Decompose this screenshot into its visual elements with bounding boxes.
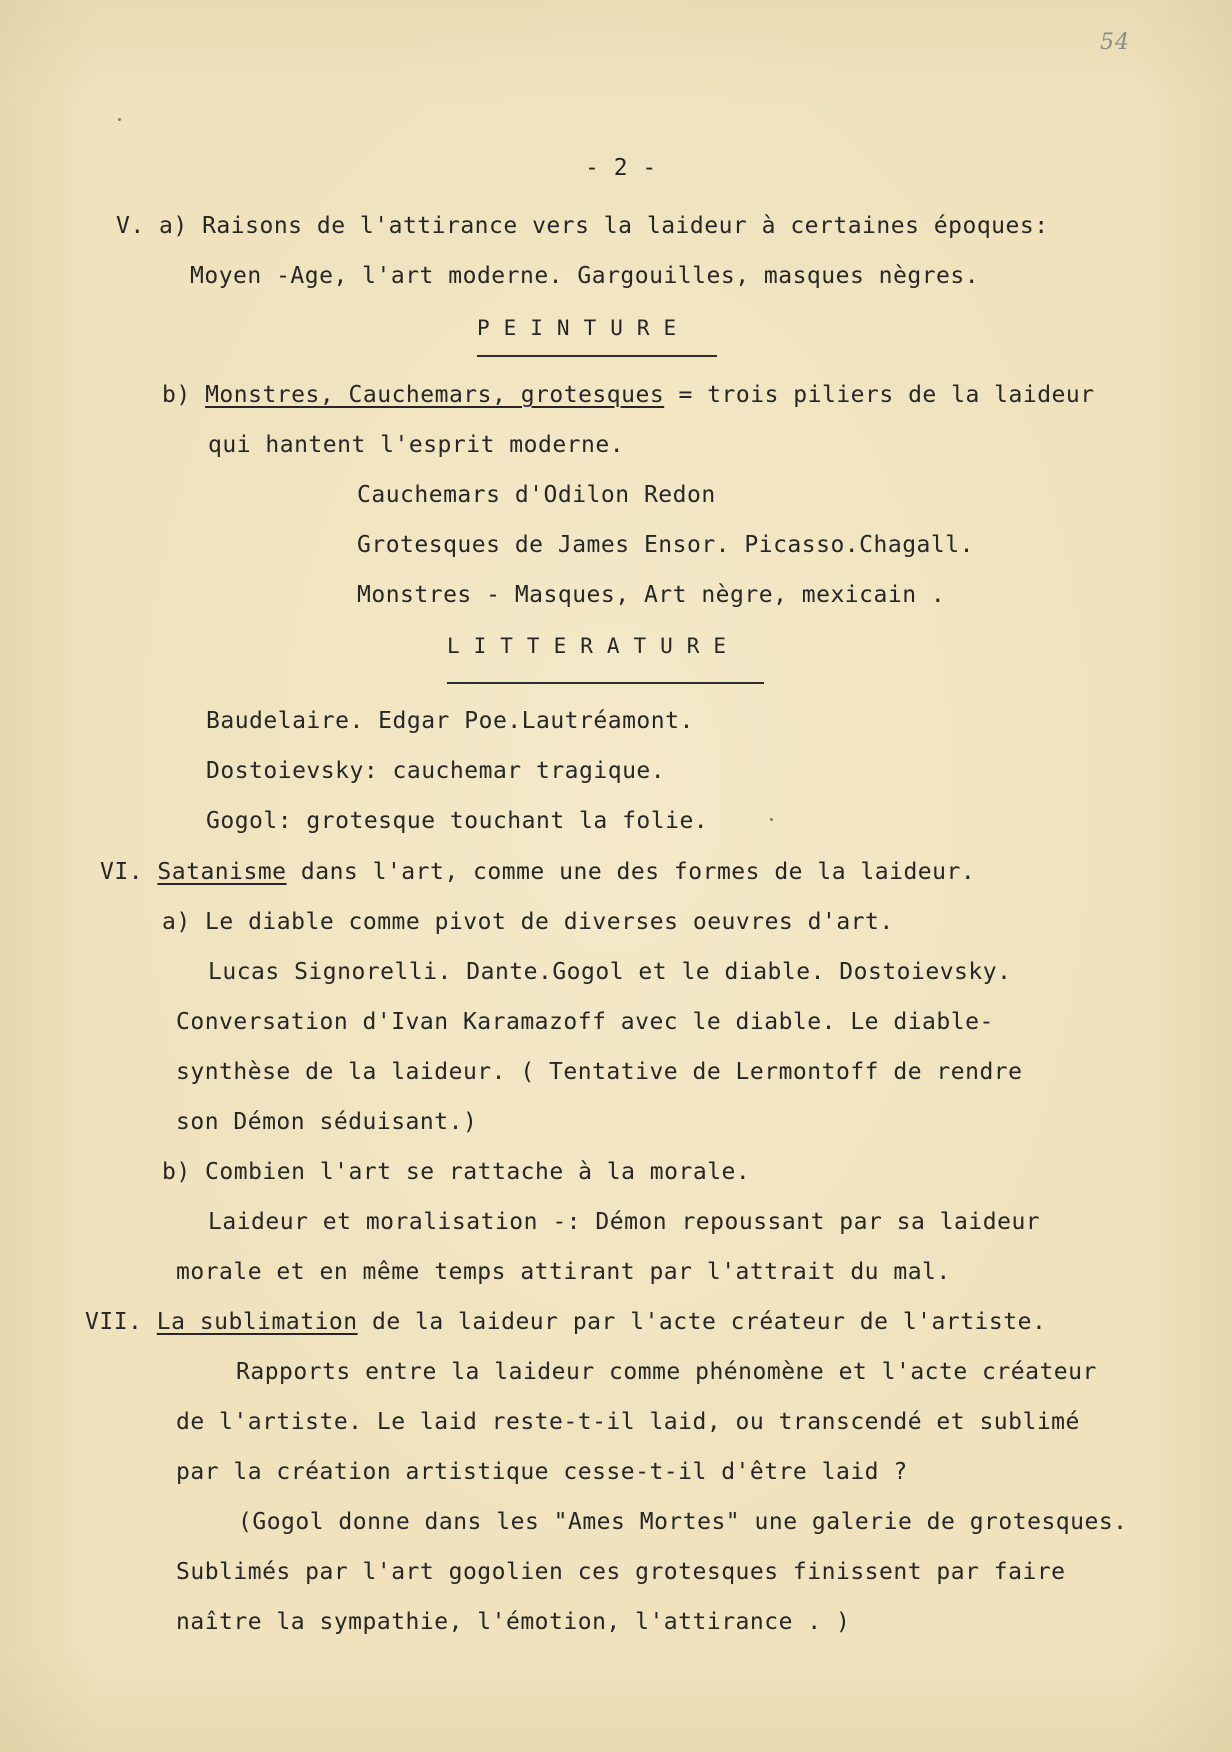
section-vii-line: par la création artistique cesse-t-il d'être laid ? <box>176 1459 908 1485</box>
writer-line: Baudelaire. Edgar Poe.Lautréamont. <box>206 708 694 734</box>
archive-folio-mark: 54 <box>1100 30 1130 55</box>
section-vi-b-line: Laideur et moralisation -: Démon repoussant par sa laideur <box>208 1209 1041 1235</box>
section-vii-line: de l'artiste. Le laid reste-t-il laid, ou transcendé et sublimé <box>176 1409 1080 1435</box>
section-vi-title <box>100 858 975 886</box>
painter-line: Cauchemars d'Odilon Redon <box>357 482 716 508</box>
section-vii-line: naître la sympathie, l'émotion, l'attirance . ) <box>176 1609 851 1635</box>
section-vi-underlined-title: Satanisme <box>157 859 287 885</box>
section-vii-title <box>85 1308 1046 1336</box>
section-vi-a-line-1: a) Le diable comme pivot de diverses oeuvres d'art. <box>162 909 894 935</box>
section-vi-a-line: synthèse de la laideur. ( Tentative de Lermontoff de rendre <box>176 1059 1023 1085</box>
section-vii-numeral: VII. <box>85 1309 143 1335</box>
paper-speck <box>770 818 773 821</box>
section-vii-underlined-title: La sublimation <box>156 1309 358 1335</box>
writer-line: Gogol: grotesque touchant la folie. <box>206 808 709 834</box>
section-vi-a-line: Lucas Signorelli. Dante.Gogol et le diable. Dostoievsky. <box>208 959 1012 985</box>
heading-litterature-rule <box>447 682 764 684</box>
section-v-b-underlined-title: Monstres, Cauchemars, grotesques <box>205 382 665 408</box>
section-vii-line: (Gogol donne dans les "Ames Mortes" une galerie de grotesques. <box>238 1509 1128 1535</box>
section-vii-line: Rapports entre la laideur comme phénomène et l'acte créateur <box>236 1359 1097 1385</box>
section-vi-a-line: son Démon séduisant.) <box>176 1109 478 1135</box>
heading-peinture-rule <box>477 355 717 357</box>
paper-speck <box>118 118 121 121</box>
section-v-a-line-1: V. a) Raisons de l'attirance vers la laideur à certaines époques: <box>116 213 1049 239</box>
section-v-b-label: b) <box>162 382 191 408</box>
section-v-b-line-2: qui hantent l'esprit moderne. <box>208 432 625 458</box>
heading-litterature: LITTERATURE <box>447 634 741 658</box>
section-v-b-line-1 <box>162 381 1095 409</box>
section-vi-b-line: morale et en même temps attirant par l'attrait du mal. <box>176 1259 951 1285</box>
section-vi-a-line: Conversation d'Ivan Karamazoff avec le diable. Le diable- <box>176 1009 994 1035</box>
section-vi-b-line-1: b) Combien l'art se rattache à la morale. <box>162 1159 751 1185</box>
section-v-b-rest: = trois piliers de la laideur <box>664 382 1095 408</box>
writer-line: Dostoievsky: cauchemar tragique. <box>206 758 666 784</box>
heading-peinture: PEINTURE <box>477 316 691 340</box>
section-v-a-line-2: Moyen -Age, l'art moderne. Gargouilles, masques nègres. <box>190 263 980 289</box>
section-vi-title-rest: dans l'art, comme une des formes de la laideur. <box>286 859 976 885</box>
page-number: - 2 - <box>585 155 657 181</box>
section-vii-line: Sublimés par l'art gogolien ces grotesques finissent par faire <box>176 1559 1066 1585</box>
painter-line: Grotesques de James Ensor. Picasso.Chagall. <box>357 532 974 558</box>
section-vi-numeral: VI. <box>100 859 144 885</box>
section-vii-title-rest: de la laideur par l'acte créateur de l'artiste. <box>357 1309 1047 1335</box>
painter-line: Monstres - Masques, Art nègre, mexicain . <box>357 582 946 608</box>
